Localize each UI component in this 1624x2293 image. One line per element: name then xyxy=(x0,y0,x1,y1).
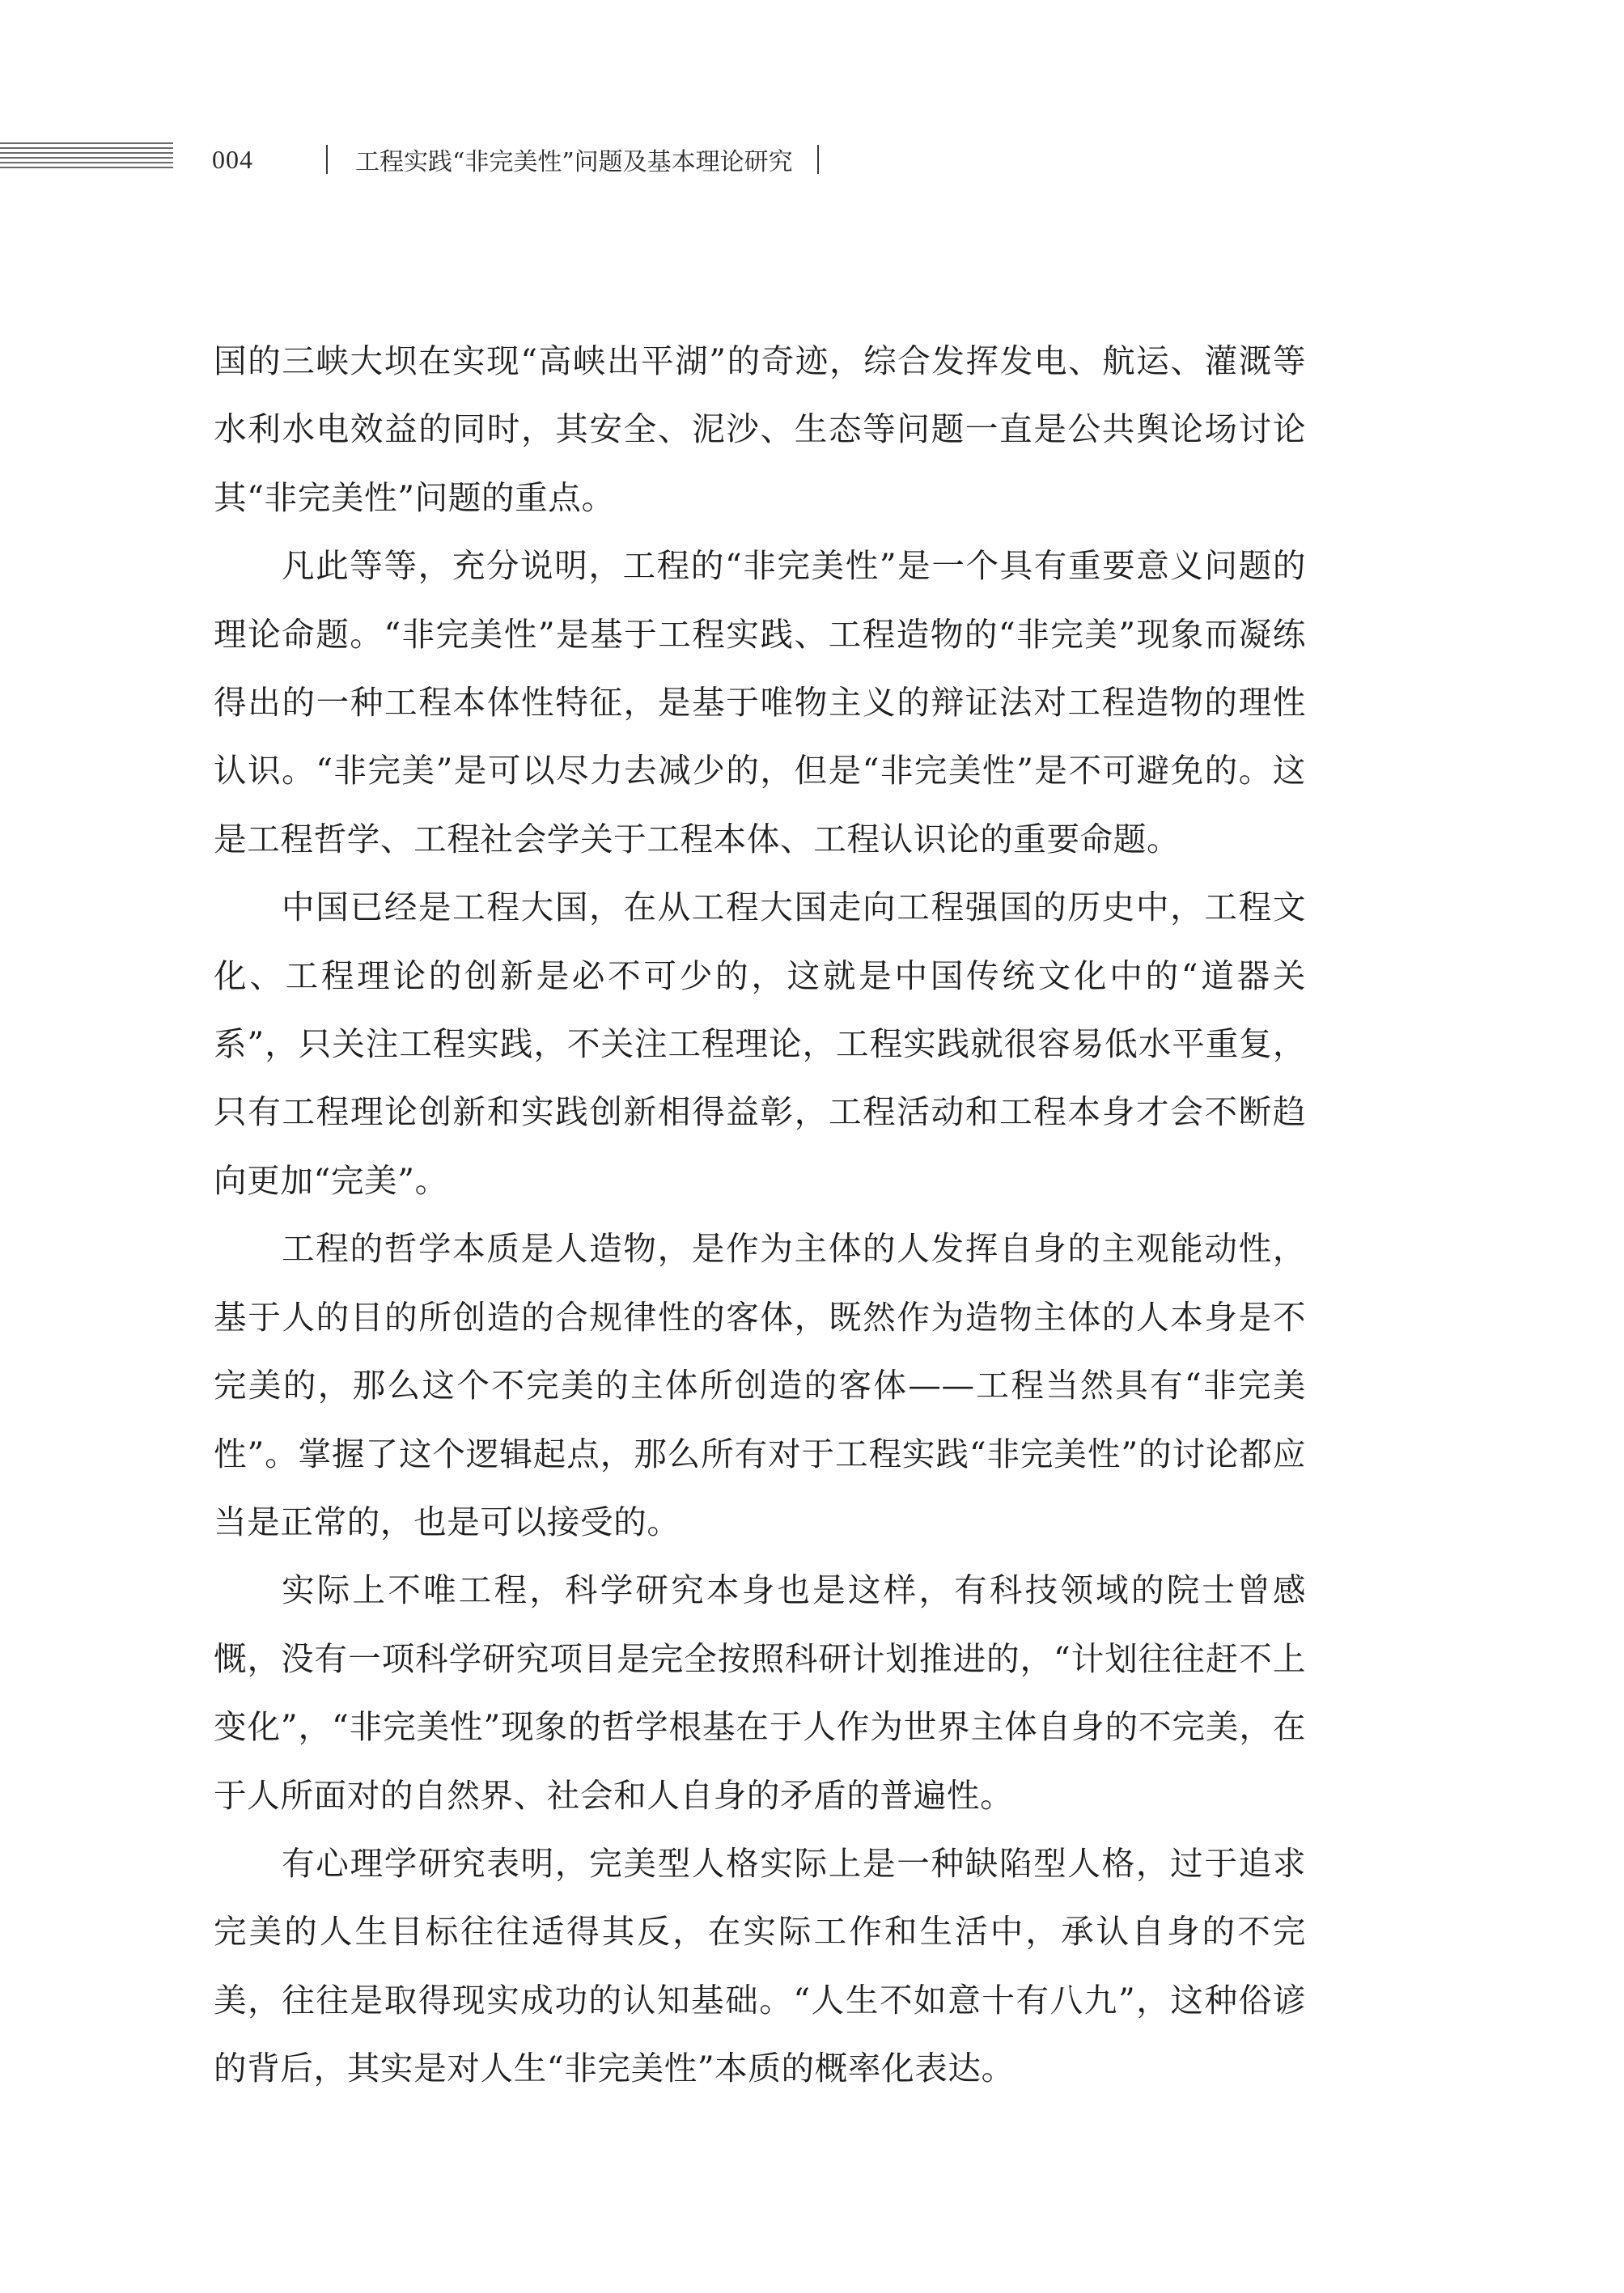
header-separator-trailing xyxy=(817,145,819,174)
paragraph: 实际上不唯工程，科学研究本身也是这样，有科技领域的院士曾感慨，没有一项科学研究项目是完全按照科研计划推进的，“计划往往赶不上变化”，“非完美性”现象的哲学根基在于人作为世界主体自身的不完美，在于人所面对的自然界、社会和人自身的矛盾的普遍性。 xyxy=(214,1570,1306,1815)
paragraph: 中国已经是工程大国，在从工程大国走向工程强国的历史中，工程文化、工程理论的创新是必不可少的，这就是中国传统文化中的“道器关系”，只关注工程实践，不关注工程理论，工程实践就很容易低水平重复，只有工程理论创新和实践创新相得益彰，工程活动和工程本身才会不断趋向更加“完美”。 xyxy=(214,888,1306,1200)
body-text xyxy=(214,327,1306,2103)
paragraph: 工程的哲学本质是人造物，是作为主体的人发挥自身的主观能动性，基于人的目的所创造的合规律性的客体，既然作为造物主体的人本身是不完美的，那么这个不完美的主体所创造的客体——工程当然具有“非完美性”。掌握了这个逻辑起点，那么所有对于工程实践“非完美性”的讨论都应当是正常的，也是可以接受的。 xyxy=(214,1229,1306,1541)
running-header xyxy=(212,138,819,180)
paragraph-continued: 国的三峡大坝在实现“高峡出平湖”的奇迹，综合发挥发电、航运、灌溉等水利水电效益的同时，其安全、泥沙、生态等问题一直是公共舆论场讨论其“非完美性”问题的重点。 xyxy=(214,341,1306,517)
paragraph: 凡此等等，充分说明，工程的“非完美性”是一个具有重要意义问题的理论命题。“非完美性”是基于工程实践、工程造物的“非完美”现象而凝练得出的一种工程本体性特征，是基于唯物主义的辩证法对工程造物的理性认识。“非完美”是可以尽力去减少的，但是“非完美性”是不可避免的。这是工程哲学、工程社会学关于工程本体、工程认识论的重要命题。 xyxy=(214,546,1306,858)
running-title: 工程实践“非完美性”问题及基本理论研究 xyxy=(355,148,793,176)
header-decorative-rules xyxy=(0,142,173,172)
header-separator xyxy=(326,145,328,174)
page-number: 004 xyxy=(212,144,253,174)
paragraph: 有心理学研究表明，完美型人格实际上是一种缺陷型人格，过于追求完美的人生目标往往适得其反，在实际工作和生活中，承认自身的不完美，往往是取得现实成功的认知基础。“人生不如意十有八九”，这种俗谚的背后，其实是对人生“非完美性”本质的概率化表达。 xyxy=(214,1843,1306,2088)
